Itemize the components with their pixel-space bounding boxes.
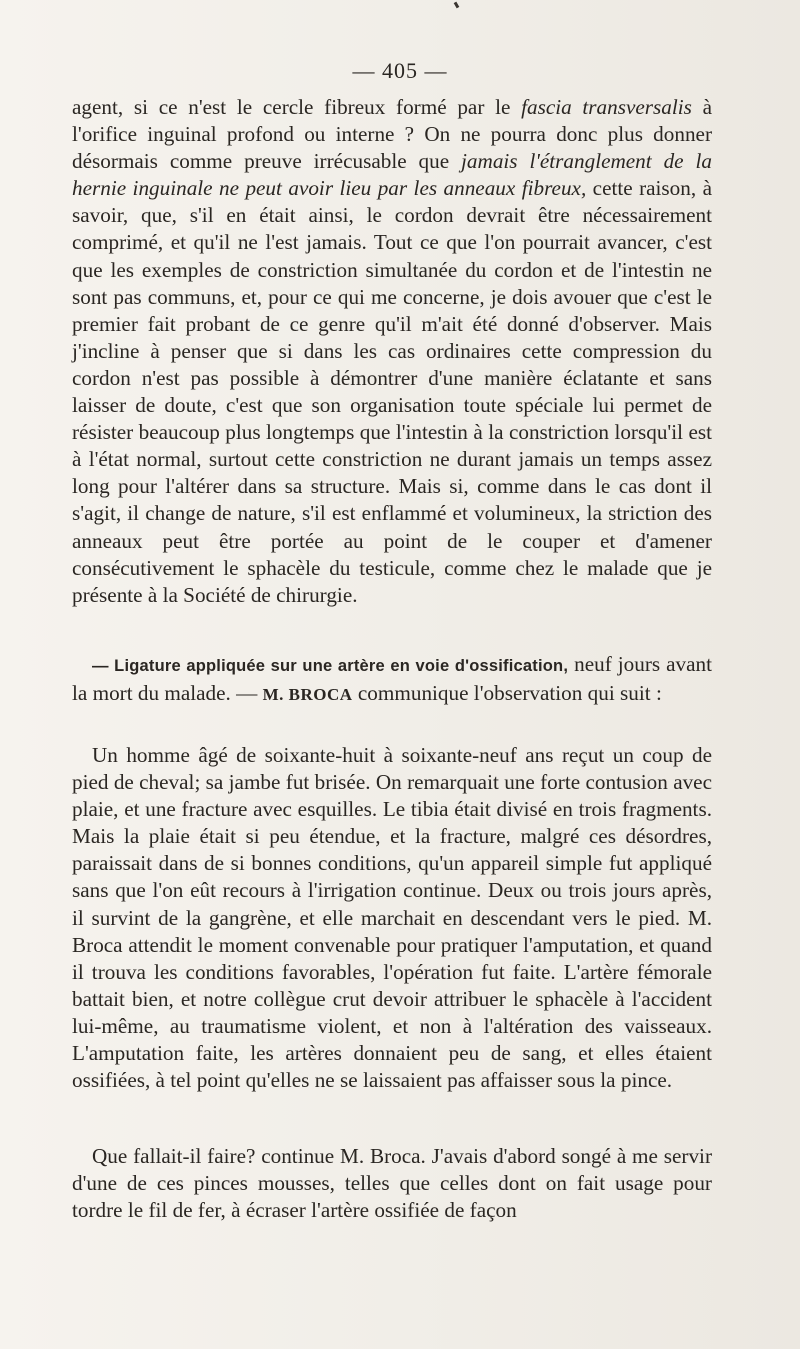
paragraph1-italic-a: fascia transversalis xyxy=(521,95,692,119)
page-number: — 405 — xyxy=(352,58,448,83)
paragraph1-italic-b: jamais l'étranglement de la hernie inguinale ne peut avoir lieu par les anneaux fibreux, xyxy=(72,149,712,201)
ink-speck xyxy=(454,2,460,9)
paragraph1-text-a: agent, si ce n'est le cercle fibreux formé par le xyxy=(72,95,522,119)
observation-paragraph xyxy=(72,742,712,1094)
section-text-b: communique l'observation qui suit : xyxy=(352,681,662,706)
closing-paragraph xyxy=(72,1143,712,1224)
section-heading-paragraph xyxy=(72,651,712,708)
observation-text: Un homme âgé de soixante-huit à soixante-neuf ans reçut un coup de pied de cheval; sa jambe fut brisée. On remarquait une forte contusion avec plaie, et une fracture avec esquilles. Le tibia était divisé en trois fragments. Mais la plaie était si peu étendue, et la fracture, malgré ces désordres, paraissait dans de si bonnes conditions, qu'un appareil simple fut appliqué sans que l'on eût recours à l'irrigation continue. Deux ou trois jours après, il survint de la gangrène, et elle marchait en descendant vers le pied. M. Broca attendit le moment convenable pour pratiquer l'amputation, et quand il trouva les conditions favorables, l'opération fut faite. L'artère fémorale battait bien, et notre collègue crut devoir attribuer le sphacèle à l'accident lui-même, au traumatisme violent, et non à l'altération des vaisseaux. L'amputation faite, les artères donnaient peu de sang, et elles étaient ossifiées, à tel point qu'elles ne se laissaient pas affaisser sous la pince. xyxy=(72,743,712,1093)
closing-text: Que fallait-il faire? continue M. Broca. J'avais d'abord songé à me servir d'une de ces pinces mousses, telles que celles dont on fait usage pour tordre le fil de fer, à écraser l'artère ossifiée de façon xyxy=(72,1144,712,1223)
section-heading: — Ligature appliquée sur une artère en voie d'ossification, xyxy=(92,657,569,675)
section-author: M. BROCA xyxy=(262,685,353,705)
section-text-a: neuf jours avant la mort du malade. — xyxy=(72,652,713,706)
paragraph1-text-b: à l'orifice inguinal profond ou interne ? On ne pourra donc plus donner désormais comme preuve irrécusable que xyxy=(72,95,713,174)
paragraph1-text-c: cette raison, à savoir, que, s'il en était ainsi, le cordon devrait être nécessairement comprimé, et qu'il ne l'est jamais. Tout ce que l'on pourrait avancer, c'est que les exemples de constriction simultanée du cordon et de l'intestin ne sont pas communs, et, pour ce qui me concerne, je dois avouer que c'est le premier fait probant de ce genre qu'il m'ait été donné d'observer. Mais j'incline à penser que si dans les cas ordinaires cette compression du cordon n'est pas possible à démontrer d'une manière éclatante et sans laisser de doute, c'est que son organisation toute spéciale lui permet de résister beaucoup plus longtemps que l'intestin à la constriction lorsqu'il est à l'état normal, surtout cette constriction ne durant jamais un temps assez long pour l'altérer dans sa structure. Mais si, comme dans le cas dont il s'agit, il change de nature, s'il est enflammé et volumineux, la striction des anneaux peut être portée au point de le couper et d'amener consécutivement le sphacèle du testicule, comme chez le malade que je présente à la Société de chirurgie. xyxy=(72,176,712,607)
paragraph-continuation xyxy=(72,94,712,609)
